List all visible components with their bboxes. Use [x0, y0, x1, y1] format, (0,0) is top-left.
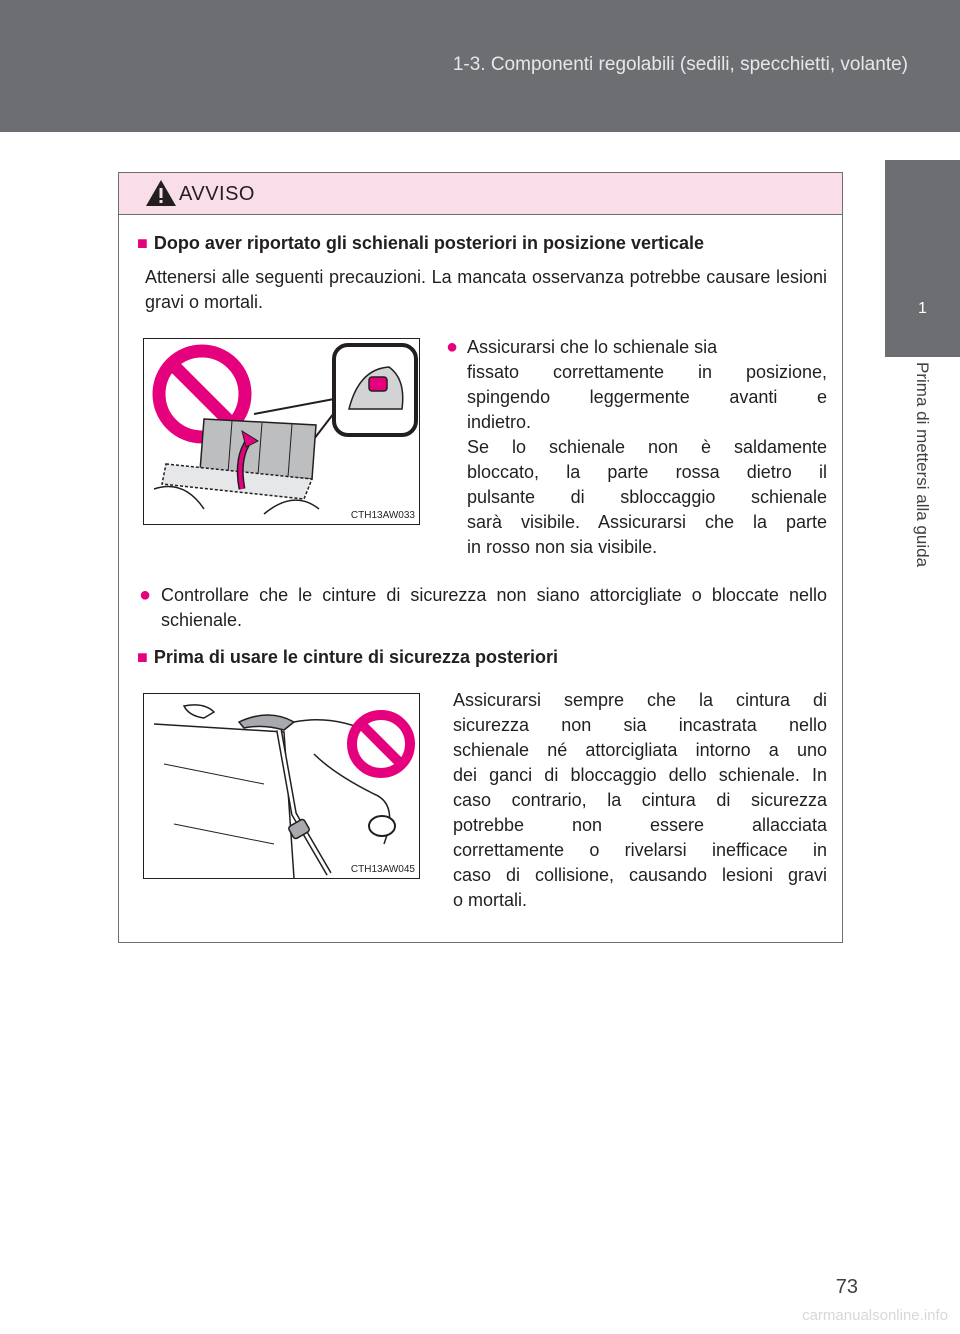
warning-header [119, 173, 842, 215]
figure-code-2: CTH13AW045 [350, 864, 415, 875]
section2-line: sicurezza non sia incastrata nello [453, 715, 827, 735]
chapter-label: Prima di mettersi alla guida [913, 362, 932, 568]
square-bullet-icon: ■ [137, 647, 148, 667]
section2-line: schienale né attorcigliata intorno a uno [453, 740, 827, 760]
bullet2-text: Controllare che le cinture di sicurezza non siano attorcigliate o bloccate nello schienale. [161, 585, 827, 630]
header-bar [0, 0, 960, 132]
section2-line: o mortali. [453, 890, 528, 910]
figure-rear-belt [143, 693, 420, 879]
section-heading-backrest-text: Dopo aver riportato gli schienali posteriori in posizione verticale [153, 233, 704, 253]
page-number: 73 [835, 1276, 858, 1298]
section2-line: correttamente o rivelarsi inefficace in [453, 840, 827, 860]
section2-text [453, 688, 827, 913]
section1-intro: Attenersi alle seguenti precauzioni. La mancata osservanza potrebbe causare lesioni gravi o mortali. [145, 267, 827, 312]
bullet1-line: indietro. [467, 412, 532, 432]
figure-backrest-lock [143, 338, 420, 525]
chapter-label-wrap [885, 362, 960, 692]
chapter-tab [885, 160, 960, 357]
section2-line: Assicurarsi sempre che la cintura di [453, 690, 827, 710]
section-heading-rear-belts-text: Prima di usare le cinture di sicurezza posteriori [153, 647, 559, 667]
figure-code-1: CTH13AW033 [350, 510, 415, 521]
bullet1-text [467, 335, 827, 560]
section-heading-backrest [137, 233, 704, 254]
bullet1-sub-line: in rosso non sia visibile. [467, 537, 658, 557]
section2-line: caso di collisione, causando lesioni gravi [453, 865, 827, 885]
backrest-lock-illustration [144, 339, 419, 524]
bullet1-line: fissato correttamente in posizione, [467, 362, 827, 382]
header-title: 1-3. Componenti regolabili (sedili, specchietti, volante) [452, 54, 908, 75]
bullet1-line: Assicurarsi che lo schienale sia [467, 337, 718, 357]
dot-bullet-icon: ● [139, 584, 152, 606]
section-heading-rear-belts [137, 647, 558, 668]
bullet1-sub-line: bloccato, la parte rossa dietro il [467, 462, 827, 482]
warning-triangle-icon [145, 179, 177, 207]
bullet1-sub-line: pulsante di sbloccaggio schienale [467, 487, 827, 507]
dot-bullet-icon: ● [446, 336, 459, 358]
bullet1-line: spingendo leggermente avanti e [467, 387, 827, 407]
bullet1-sub-line: sarà visibile. Assicurarsi che la parte [467, 512, 827, 532]
warning-title: AVVISO [179, 183, 255, 205]
rear-belt-illustration [144, 694, 419, 878]
chapter-number: 1 [918, 300, 927, 317]
warning-box [118, 172, 843, 943]
section2-line: dei ganci di bloccaggio dello schienale. In [453, 765, 827, 785]
bullet1-sub-line: Se lo schienale non è saldamente [467, 437, 827, 457]
section2-line: caso contrario, la cintura di sicurezza [453, 790, 827, 810]
watermark: carmanualsonline.info [802, 1307, 948, 1324]
section2-line: potrebbe non essere allacciata [453, 815, 827, 835]
square-bullet-icon: ■ [137, 233, 148, 253]
